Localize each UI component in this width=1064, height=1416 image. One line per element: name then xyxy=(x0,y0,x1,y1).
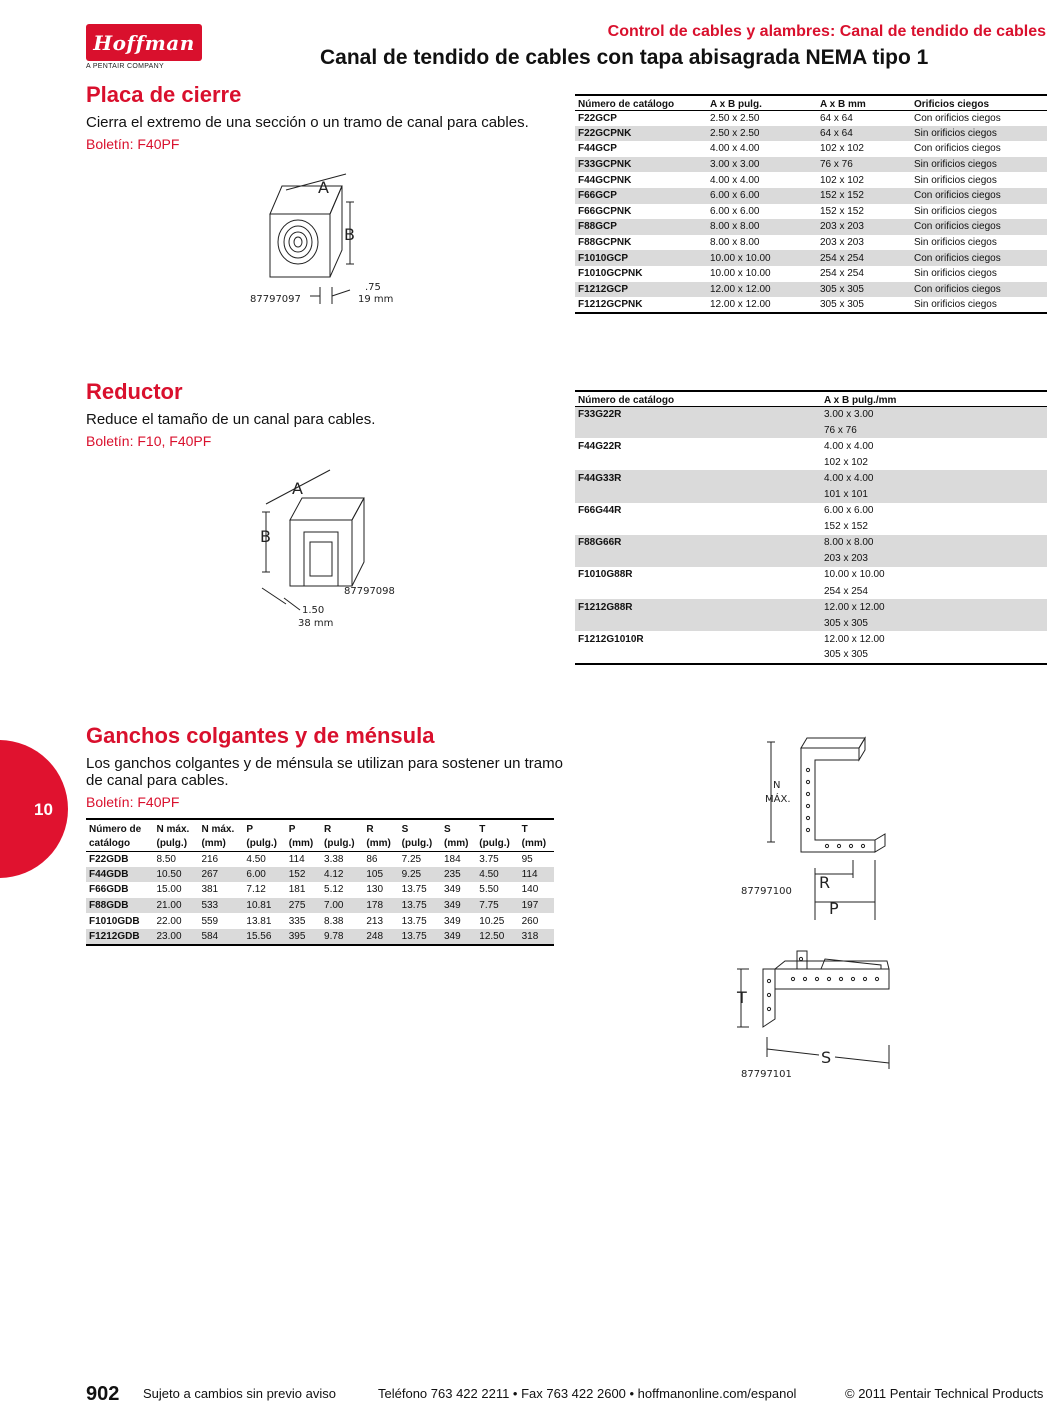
table-cell: Sin orificios ciegos xyxy=(914,298,997,310)
col-header: A x B pulg. xyxy=(707,95,817,110)
catalog-number: F1010GDB xyxy=(89,915,140,927)
col-header-line: R xyxy=(324,823,332,835)
table-cell: 6.00 x 6.00 xyxy=(710,205,760,217)
col-header-unit: (pulg.) xyxy=(246,837,277,849)
table-ganchos xyxy=(86,818,554,946)
table-cell: 7.00 xyxy=(321,898,363,914)
table-cell: 2.50 x 2.50 xyxy=(707,126,817,142)
table-cell: 4.50 xyxy=(476,867,518,883)
table-placa xyxy=(575,94,1047,314)
col-header-line: T xyxy=(479,823,486,835)
part-number-bracket: 87797101 xyxy=(741,1069,792,1080)
col-header-line: P xyxy=(246,823,254,835)
table-cell: 10.25 xyxy=(479,915,505,927)
catalog-number: F22GCP xyxy=(578,112,617,124)
table-cell: 5.12 xyxy=(324,884,344,896)
col-header xyxy=(153,819,198,851)
table-cell: 275 xyxy=(286,898,321,914)
size-mm: 305 x 305 xyxy=(821,615,1047,631)
page-title: Canal de tendido de cables con tapa abisagrada NEMA tipo 1 xyxy=(320,46,929,69)
category-heading: Control de cables y alambres: Canal de tendido de cables xyxy=(607,23,1046,40)
col-header-unit: (mm) xyxy=(521,837,547,849)
catalog-number: F66GCP xyxy=(575,188,707,204)
table-cell: 305 x 305 xyxy=(817,282,911,298)
table-cell: 9.25 xyxy=(399,867,441,883)
table-cell: 12.50 xyxy=(476,929,518,945)
table-cell: Sin orificios ciegos xyxy=(914,237,997,249)
bulletin-placa: Boletín: F40PF xyxy=(86,136,180,152)
table-cell: 10.81 xyxy=(243,898,285,914)
col-header xyxy=(476,819,518,851)
table-cell: 381 xyxy=(201,884,219,896)
table-row xyxy=(575,422,1047,438)
table-cell: 235 xyxy=(441,867,476,883)
table-cell: 10.50 xyxy=(153,867,198,883)
table-cell: 4.00 x 4.00 xyxy=(710,174,760,186)
dim-label-n: N xyxy=(773,780,781,791)
col-header-line: R xyxy=(366,823,374,835)
col-header-unit: (mm) xyxy=(443,837,469,849)
catalog-number: F1212GCP xyxy=(575,282,707,298)
size-inches: 8.00 x 8.00 xyxy=(821,535,1047,551)
table-cell xyxy=(575,422,821,438)
section-title-placa: Placa de cierre xyxy=(86,82,242,107)
table-cell: 349 xyxy=(443,915,461,927)
col-header-line: P xyxy=(288,823,296,835)
table-cell: 248 xyxy=(363,929,398,945)
table-row xyxy=(575,535,1047,551)
table-cell: 9.78 xyxy=(321,929,363,945)
col-header-line: N máx. xyxy=(156,823,190,835)
table-cell: Con orificios ciegos xyxy=(911,282,1047,298)
table-cell: Sin orificios ciegos xyxy=(914,174,997,186)
table-cell xyxy=(575,454,821,470)
table-row xyxy=(575,551,1047,567)
table-cell: 349 xyxy=(441,929,476,945)
col-header-unit: (mm) xyxy=(201,837,226,849)
col-header xyxy=(519,819,554,851)
table-cell: 254 x 254 xyxy=(817,250,911,266)
section-tab-number: 10 xyxy=(34,800,53,819)
catalog-number: F88G66R xyxy=(575,535,821,551)
table-cell: 140 xyxy=(521,884,539,896)
bulletin-ganchos: Boletín: F40PF xyxy=(86,794,180,810)
size-mm: 101 x 101 xyxy=(821,486,1047,502)
table-row xyxy=(575,647,1047,663)
table-cell: 22.00 xyxy=(156,915,182,927)
table-cell: 305 x 305 xyxy=(820,298,864,310)
col-header-line: Número de xyxy=(89,823,142,835)
catalog-number: F66G44R xyxy=(575,503,821,519)
catalog-number: F1010GCP xyxy=(575,250,707,266)
table-cell: Con orificios ciegos xyxy=(911,250,1047,266)
table-row xyxy=(86,867,554,883)
table-row xyxy=(86,882,554,898)
table-cell: 152 xyxy=(286,867,321,883)
table-cell: 13.75 xyxy=(399,929,441,945)
size-mm: 305 x 305 xyxy=(821,647,1047,663)
table-cell: 213 xyxy=(366,915,384,927)
hanger-drawing xyxy=(735,730,905,925)
size-mm: 152 x 152 xyxy=(821,519,1047,535)
table-row xyxy=(575,599,1047,615)
table-row xyxy=(575,110,1047,126)
dim-label-max: MÁX. xyxy=(765,794,791,805)
table-cell: 12.00 x 12.00 xyxy=(710,298,771,310)
table-cell: 95 xyxy=(521,853,533,865)
table-cell: 2.50 x 2.50 xyxy=(710,112,760,124)
reductor-drawing xyxy=(240,462,415,634)
table-cell: 4.50 xyxy=(246,853,266,865)
catalog-number: F44G22R xyxy=(575,438,821,454)
table-cell: 318 xyxy=(519,929,554,945)
col-header-line: S xyxy=(443,823,451,835)
table-cell: 533 xyxy=(198,898,243,914)
table-row xyxy=(575,615,1047,631)
catalog-number: F44GDB xyxy=(86,867,153,883)
table-cell: 152 x 152 xyxy=(820,205,864,217)
size-inches: 10.00 x 10.00 xyxy=(821,567,1047,583)
table-cell: 7.75 xyxy=(476,898,518,914)
table-row xyxy=(575,406,1047,422)
table-cell: Sin orificios ciegos xyxy=(914,268,997,280)
table-row xyxy=(575,438,1047,454)
dim-placa-mm: 19 mm xyxy=(358,294,394,305)
col-header xyxy=(363,819,398,851)
table-cell: 64 x 64 xyxy=(817,126,911,142)
table-row xyxy=(575,470,1047,486)
table-row xyxy=(575,454,1047,470)
table-cell: 7.25 xyxy=(401,853,422,865)
size-mm: 102 x 102 xyxy=(821,454,1047,470)
table-cell: 3.00 x 3.00 xyxy=(707,157,817,173)
table-cell xyxy=(575,647,821,663)
bracket-drawing xyxy=(735,945,905,1085)
size-inches: 4.00 x 4.00 xyxy=(821,470,1047,486)
col-header xyxy=(286,819,321,851)
size-inches: 12.00 x 12.00 xyxy=(821,631,1047,647)
table-row xyxy=(575,250,1047,266)
table-row xyxy=(575,519,1047,535)
col-header-line: T xyxy=(521,823,528,835)
dim-label-s: S xyxy=(821,1048,832,1067)
size-mm: 76 x 76 xyxy=(821,422,1047,438)
table-row xyxy=(575,141,1047,157)
table-row xyxy=(575,204,1047,220)
table-row xyxy=(575,297,1047,313)
table-cell: 13.75 xyxy=(401,915,427,927)
table-cell: 254 x 254 xyxy=(820,268,864,280)
dim-placa-in: .75 xyxy=(365,282,381,293)
table-cell: 102 x 102 xyxy=(820,143,864,155)
table-cell: 152 x 152 xyxy=(817,188,911,204)
col-header xyxy=(441,819,476,851)
table-cell: 178 xyxy=(363,898,398,914)
table-row xyxy=(575,583,1047,599)
col-header xyxy=(399,819,441,851)
table-row xyxy=(575,266,1047,282)
size-mm: 203 x 203 xyxy=(821,551,1047,567)
table-cell: Con orificios ciegos xyxy=(911,219,1047,235)
table-cell: 181 xyxy=(288,884,306,896)
table-cell: 8.00 x 8.00 xyxy=(710,237,760,249)
table-cell: 349 xyxy=(441,898,476,914)
table-cell: Sin orificios ciegos xyxy=(911,126,1047,142)
table-row xyxy=(575,126,1047,142)
table-row xyxy=(575,486,1047,502)
catalog-number: F66GDB xyxy=(89,884,129,896)
dim-label-a: A xyxy=(318,178,329,197)
col-header xyxy=(86,819,153,851)
table-row xyxy=(86,913,554,929)
col-header xyxy=(198,819,243,851)
table-row xyxy=(575,235,1047,251)
catalog-number: F44G33R xyxy=(575,470,821,486)
bulletin-reductor: Boletín: F10, F40PF xyxy=(86,433,212,449)
table-cell: 23.00 xyxy=(153,929,198,945)
table-cell: 6.00 x 6.00 xyxy=(707,188,817,204)
table-row xyxy=(575,282,1047,298)
section-desc-placa: Cierra el extremo de una sección o un tramo de canal para cables. xyxy=(86,114,529,131)
part-number-placa: 87797097 xyxy=(250,294,301,305)
placa-drawing xyxy=(240,172,410,312)
table-row xyxy=(86,929,554,945)
col-header: Orificios ciegos xyxy=(911,95,1047,110)
size-mm: 254 x 254 xyxy=(821,583,1047,599)
table-cell xyxy=(575,615,821,631)
table-cell: 10.00 x 10.00 xyxy=(707,250,817,266)
catalog-number: F33G22R xyxy=(575,406,821,422)
col-header: A x B pulg./mm xyxy=(821,391,1047,406)
section-title-reductor: Reductor xyxy=(86,379,183,404)
col-header-unit: catálogo xyxy=(89,837,131,849)
catalog-number: F88GDB xyxy=(86,898,153,914)
col-header-unit: (mm) xyxy=(366,837,391,849)
table-cell: 13.75 xyxy=(401,884,427,896)
table-cell: 3.75 xyxy=(479,853,499,865)
dim-reductor-mm: 38 mm xyxy=(298,618,334,629)
table-row xyxy=(575,567,1047,583)
catalog-number: F1010GCPNK xyxy=(578,268,643,280)
catalog-number: F88GCP xyxy=(575,219,707,235)
size-inches: 6.00 x 6.00 xyxy=(821,503,1047,519)
table-row xyxy=(575,157,1047,173)
table-cell: 3.38 xyxy=(324,853,344,865)
table-cell: 15.56 xyxy=(243,929,285,945)
footer-notice: Sujeto a cambios sin previo aviso xyxy=(143,1386,336,1401)
dim-label-a: A xyxy=(292,479,303,498)
table-cell: 197 xyxy=(519,898,554,914)
table-cell: 15.00 xyxy=(156,884,182,896)
col-header: Número de catálogo xyxy=(575,95,707,110)
table-row xyxy=(575,631,1047,647)
table-cell xyxy=(575,583,821,599)
table-row xyxy=(575,172,1047,188)
col-header: A x B mm xyxy=(817,95,911,110)
table-reductor xyxy=(575,390,1047,665)
table-cell: 216 xyxy=(201,853,219,865)
table-row xyxy=(86,851,554,867)
table-cell: 114 xyxy=(288,853,305,865)
table-cell: Con orificios ciegos xyxy=(914,112,1001,124)
col-header-line: N máx. xyxy=(201,823,235,835)
table-row xyxy=(575,188,1047,204)
table-cell: 4.12 xyxy=(321,867,363,883)
catalog-number: F1212GDB xyxy=(86,929,153,945)
table-cell: 13.81 xyxy=(246,915,272,927)
table-row xyxy=(575,503,1047,519)
table-cell: 10.00 x 10.00 xyxy=(710,268,771,280)
part-number-reductor: 87797098 xyxy=(344,586,395,597)
col-header: Número de catálogo xyxy=(575,391,821,406)
catalog-number: F1212G88R xyxy=(575,599,821,615)
table-cell xyxy=(575,519,821,535)
col-header-unit: (pulg.) xyxy=(401,837,433,849)
col-header-unit: (pulg.) xyxy=(324,837,355,849)
section-title-ganchos: Ganchos colgantes y de ménsula xyxy=(86,723,435,748)
table-cell: 130 xyxy=(366,884,384,896)
catalog-number: F44GCP xyxy=(578,143,617,155)
catalog-number: F44GCPNK xyxy=(578,174,632,186)
table-cell: Con orificios ciegos xyxy=(911,188,1047,204)
table-cell: 8.38 xyxy=(324,915,344,927)
table-cell: 203 x 203 xyxy=(820,237,864,249)
part-number-hanger: 87797100 xyxy=(741,886,792,897)
section-desc-ganchos: Los ganchos colgantes y de ménsula se utilizan para sostener un tramo de canal para cables. xyxy=(86,755,563,789)
table-cell: 76 x 76 xyxy=(817,157,911,173)
table-cell xyxy=(575,551,821,567)
catalog-number: F22GDB xyxy=(89,853,129,865)
table-cell: 4.00 x 4.00 xyxy=(710,143,760,155)
table-cell: 335 xyxy=(288,915,306,927)
table-cell: 114 xyxy=(519,867,554,883)
footer-copyright: © 2011 Pentair Technical Products xyxy=(845,1386,1044,1401)
dim-label-r: R xyxy=(819,873,831,892)
table-cell: 7.12 xyxy=(246,884,266,896)
catalog-number: F33GCPNK xyxy=(575,157,707,173)
col-header xyxy=(243,819,285,851)
col-header-unit: (pulg.) xyxy=(479,837,510,849)
dim-label-p: P xyxy=(829,899,839,918)
dim-label-b: B xyxy=(344,225,355,244)
col-header-line: S xyxy=(401,823,409,835)
table-cell: 86 xyxy=(366,853,378,865)
table-cell: 105 xyxy=(363,867,398,883)
table-row xyxy=(575,219,1047,235)
size-inches: 4.00 x 4.00 xyxy=(821,438,1047,454)
table-cell: 8.00 x 8.00 xyxy=(707,219,817,235)
table-cell: 395 xyxy=(286,929,321,945)
table-cell: 584 xyxy=(198,929,243,945)
table-cell: 5.50 xyxy=(479,884,499,896)
table-cell: 267 xyxy=(198,867,243,883)
size-inches: 3.00 x 3.00 xyxy=(821,406,1047,422)
table-cell: 349 xyxy=(443,884,461,896)
table-cell: 102 x 102 xyxy=(820,174,864,186)
dim-label-b: B xyxy=(260,527,271,546)
dim-reductor-in: 1.50 xyxy=(302,605,325,616)
footer-contact: Teléfono 763 422 2211 • Fax 763 422 2600 • hoffmanonline.com/espanol xyxy=(378,1386,797,1401)
catalog-number: F1010G88R xyxy=(575,567,821,583)
table-cell xyxy=(575,486,821,502)
col-header xyxy=(321,819,363,851)
logo-tagline: A PENTAIR COMPANY xyxy=(86,63,164,70)
page-number: 902 xyxy=(86,1383,120,1405)
col-header-unit: (mm) xyxy=(288,837,314,849)
table-row xyxy=(86,898,554,914)
table-cell: Con orificios ciegos xyxy=(914,143,1001,155)
table-cell: 184 xyxy=(443,853,461,865)
col-header-unit: (pulg.) xyxy=(156,837,188,849)
table-cell: 64 x 64 xyxy=(820,112,853,124)
table-cell: 6.00 xyxy=(243,867,285,883)
catalog-number: F22GCPNK xyxy=(575,126,707,142)
table-cell: 559 xyxy=(201,915,219,927)
table-cell: 203 x 203 xyxy=(817,219,911,235)
table-cell: 13.75 xyxy=(399,898,441,914)
hoffman-logo: Hoffman xyxy=(86,24,202,61)
catalog-number: F1212G1010R xyxy=(575,631,821,647)
table-cell: 12.00 x 12.00 xyxy=(707,282,817,298)
table-cell: Sin orificios ciegos xyxy=(914,205,997,217)
section-desc-reductor: Reduce el tamaño de un canal para cables. xyxy=(86,411,376,428)
size-inches: 12.00 x 12.00 xyxy=(821,599,1047,615)
catalog-number: F1212GCPNK xyxy=(578,298,643,310)
catalog-number: F88GCPNK xyxy=(578,237,632,249)
catalog-number: F66GCPNK xyxy=(578,205,632,217)
table-cell: 8.50 xyxy=(156,853,176,865)
table-cell: Sin orificios ciegos xyxy=(911,157,1047,173)
table-cell: 21.00 xyxy=(153,898,198,914)
dim-label-t: T xyxy=(737,988,747,1007)
table-cell: 260 xyxy=(521,915,539,927)
